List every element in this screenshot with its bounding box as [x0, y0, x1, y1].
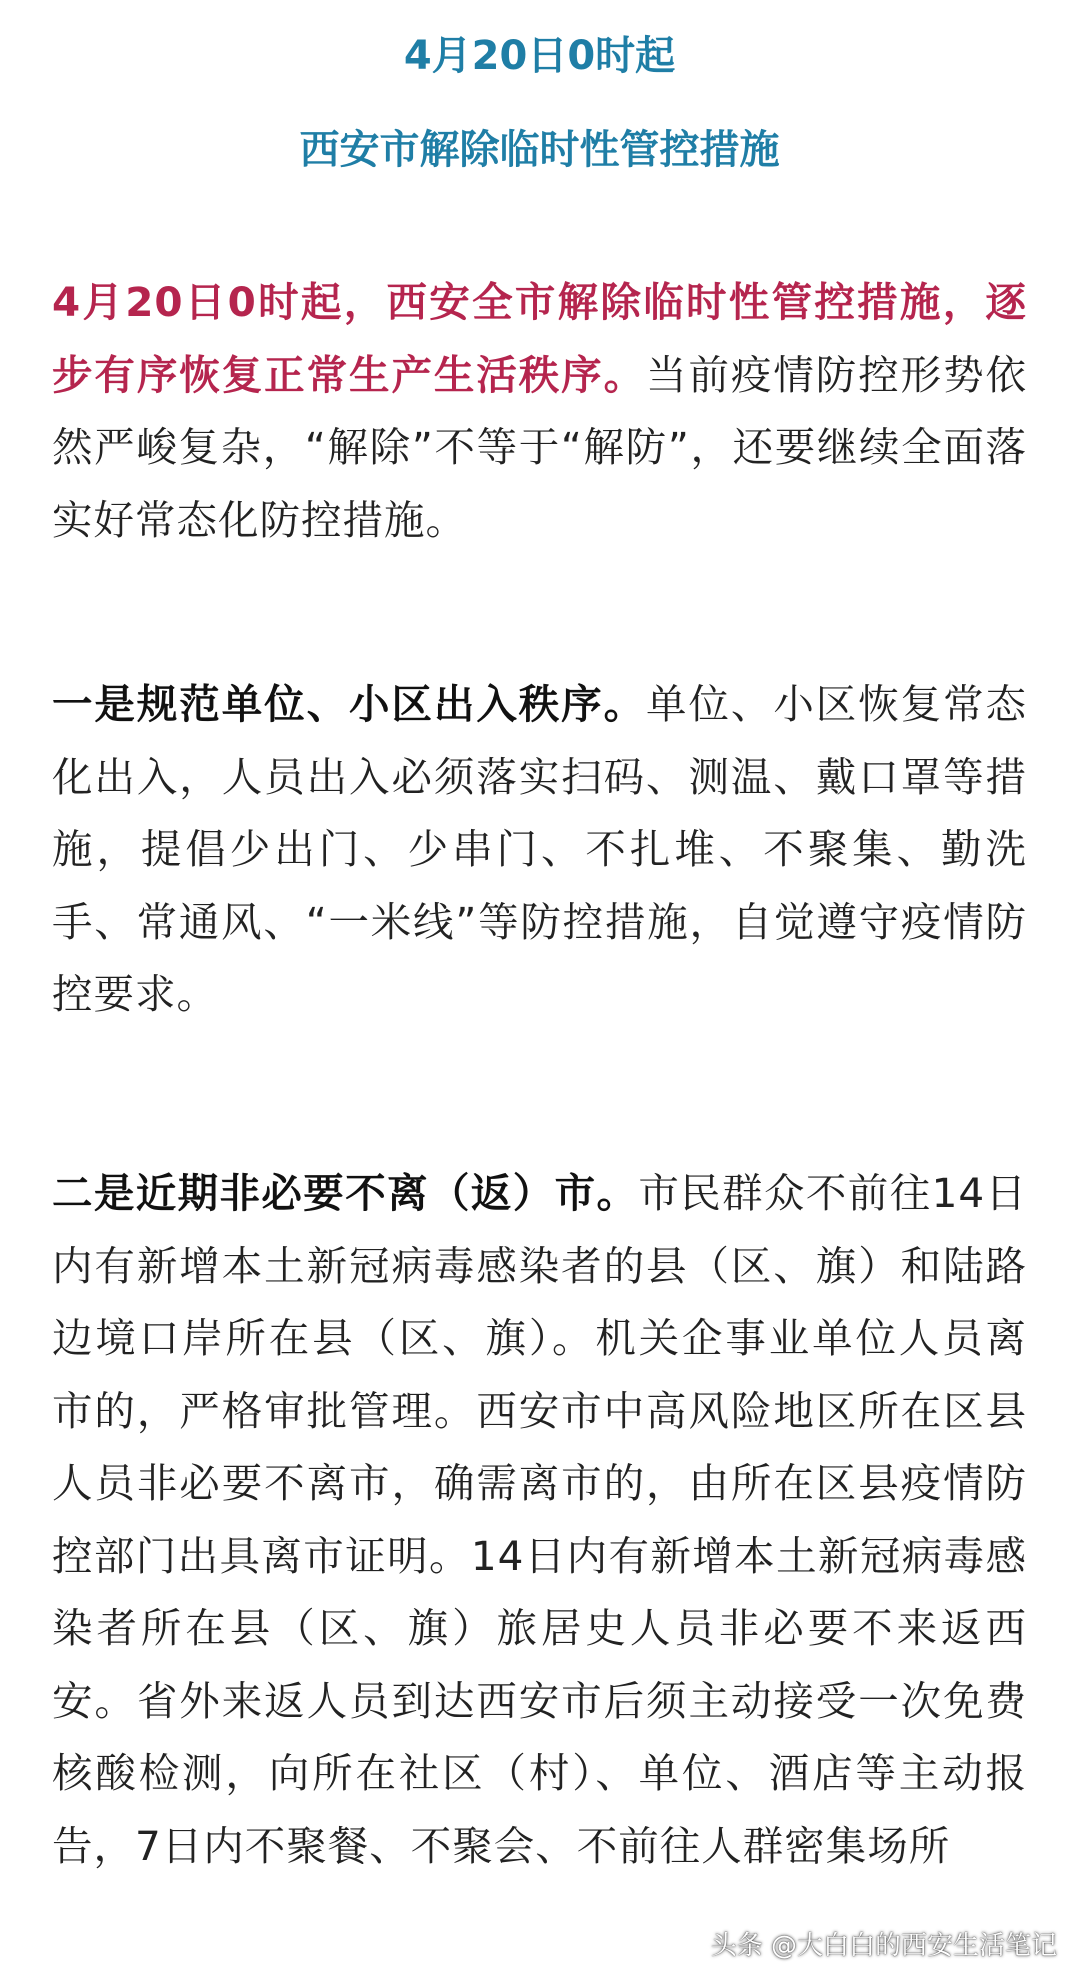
- intro-lead: 4月20日0时起，西安全市解除临时性管控措施，逐步有序恢复正常生产生活秩序。: [52, 278, 1027, 399]
- paragraph-two: [52, 1157, 1027, 1882]
- section-one-lead: 一是规范单位、小区出入秩序。: [52, 680, 647, 728]
- title-date: 4月20日0时起: [403, 33, 676, 79]
- section-two-lead: 二是近期非必要不离（返）市。: [52, 1169, 639, 1217]
- paragraph-intro: [52, 266, 1027, 556]
- source-watermark: 头条 @大白白的西安生活笔记: [710, 1931, 1057, 1961]
- paragraph-one: [52, 668, 1027, 1031]
- title-headline: 西安市解除临时性管控措施: [299, 127, 780, 173]
- intro-body: 当前疫情防控形势依然严峻复杂，“解除”不等于“解防”，还要继续全面落实好常态化防控措施。: [52, 350, 1028, 544]
- section-two-body: 市民群众不前往14日内有新增本土新冠病毒感染者的县（区、旗）和陆路边境口岸所在县（区、旗）。机关企事业单位人员离市的，严格审批管理。西安市中高风险地区所在区县人员非必要不离市，确需离市的，由所在区县疫情防控部门出具离市证明。14日内有新增本土新冠病毒感染者所在县（区、旗）旅居史人员非必要不来返西安。省外来返人员到达西安市后须主动接受一次免费核酸检测，向所在社区（村）、单位、酒店等主动报告，7日内不聚餐、不聚会、不前往人群密集场所: [52, 1169, 1027, 1870]
- section-one-body: 单位、小区恢复常态化出入，人员出入必须落实扫码、测温、戴口罩等措施，提倡少出门、少串门、不扎堆、不聚集、勤洗手、常通风、“一米线”等防控措施，自觉遵守疫情防控要求。: [52, 680, 1028, 1018]
